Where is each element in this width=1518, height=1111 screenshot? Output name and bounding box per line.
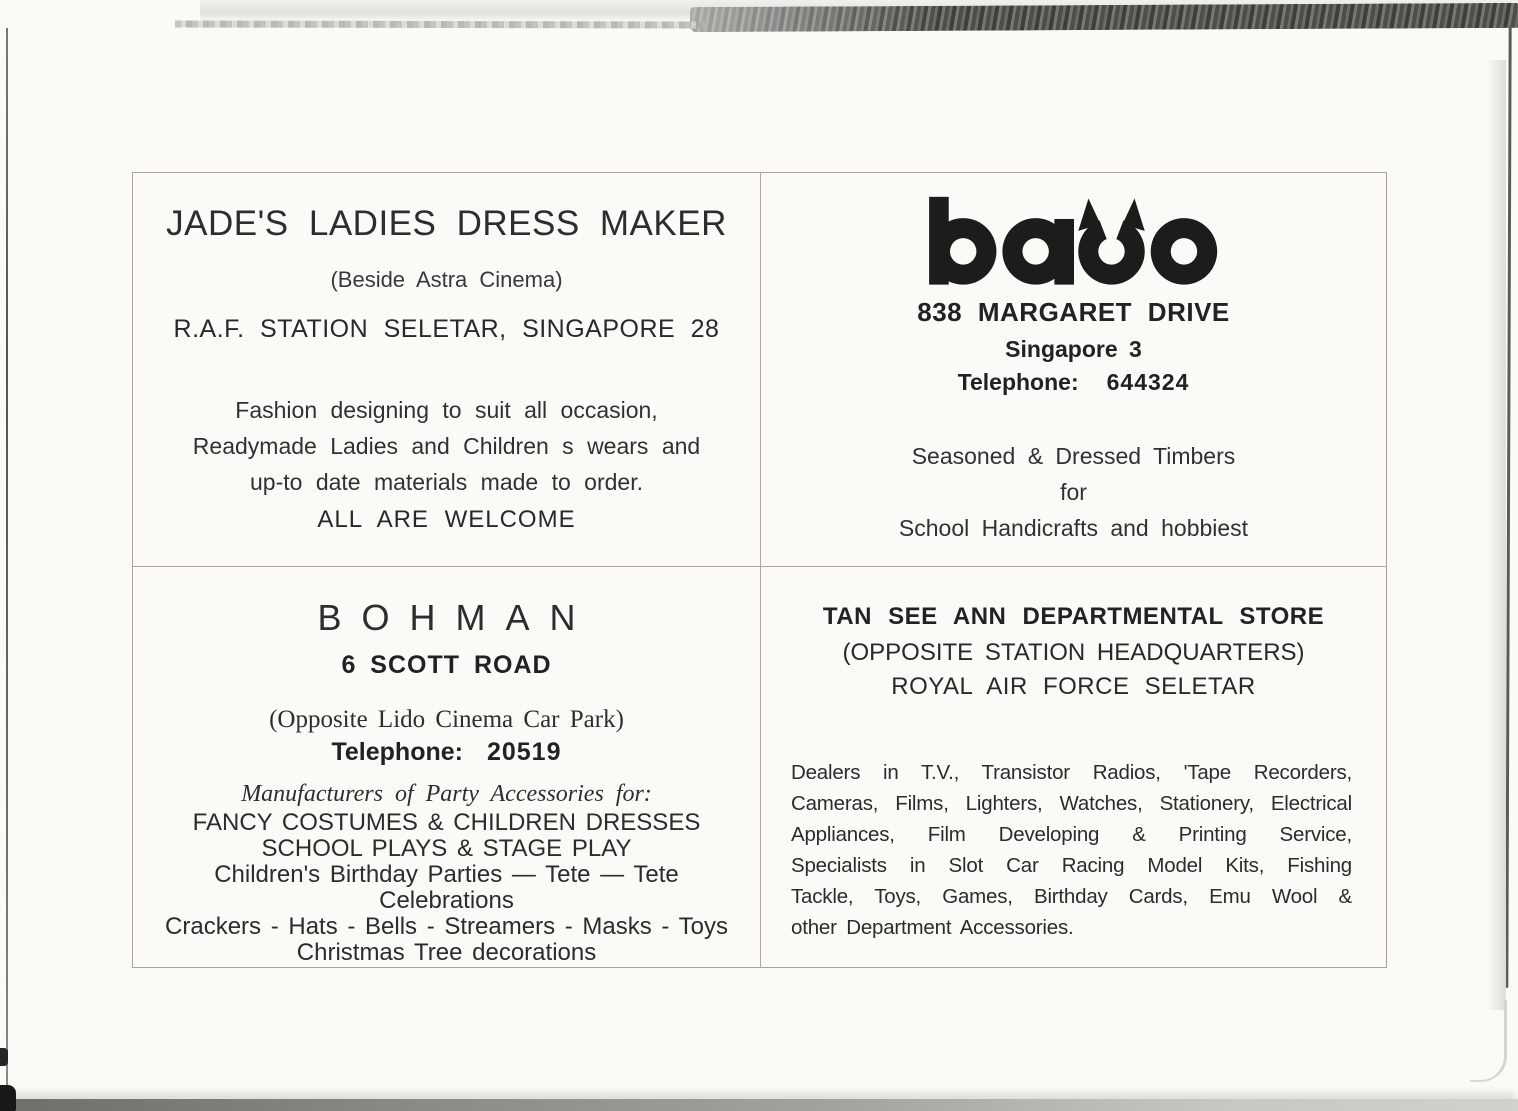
ad-grid	[132, 172, 1387, 968]
page-left-edge	[6, 28, 8, 1100]
ad-body-line: Christmas Tree decorations	[296, 939, 597, 966]
ad-body-line: Fashion designing to suit all occasion,	[235, 397, 658, 423]
logo-letter-o	[1150, 218, 1216, 284]
ad-jades-dress-maker	[133, 173, 761, 567]
ad-subtitle: (OPPOSITE STATION HEADQUARTERS)	[842, 639, 1305, 666]
ad-body-line: Children's Birthday Parties — Tete — Tete	[214, 861, 679, 888]
page-corner-curve	[1470, 1000, 1507, 1082]
ad-body-line: Crackers - Hats - Bells - Streamers - Masks - Toys	[165, 913, 728, 940]
ad-bohman	[133, 567, 761, 967]
ad-address: R.A.F. STATION SELETAR, SINGAPORE 28	[173, 315, 720, 343]
ad-body-line: School Handicrafts and hobbiest	[898, 515, 1249, 541]
ad-footer: ALL ARE WELCOME	[317, 506, 576, 533]
ad-body-line: Seasoned & Dressed Timbers	[911, 443, 1236, 469]
page-right-shadow	[1486, 60, 1506, 1010]
ad-paragraph-line: Tackle, Toys, Games, Birthday Cards, Emu Wool &	[791, 885, 1352, 908]
ad-title: TAN SEE ANN DEPARTMENTAL STORE	[822, 603, 1325, 630]
ad-body-line: FANCY COSTUMES & CHILDREN DRESSES	[192, 809, 701, 836]
ad-phone	[761, 369, 1386, 396]
bavo-logo	[761, 195, 1386, 289]
page-right-edge	[1505, 26, 1511, 988]
ad-body-line: for	[1060, 479, 1087, 505]
ad-paragraph	[791, 757, 1352, 943]
phone-label: Telephone:	[331, 738, 463, 766]
ad-address: 6 SCOTT ROAD	[341, 651, 552, 679]
ad-body-line: SCHOOL PLAYS & STAGE PLAY	[261, 835, 632, 862]
ad-tan-see-ann	[761, 567, 1386, 967]
ad-paragraph-line: Dealers in T.V., Transistor Radios, 'Tape Recorders,	[791, 761, 1352, 784]
ad-paragraph-line: Cameras, Films, Lighters, Watches, Stationery, Electrical	[791, 792, 1352, 815]
logo-letter-v	[1078, 199, 1144, 285]
ad-title: JADE'S LADIES DRESS MAKER	[166, 204, 727, 243]
page-top-edge-left	[175, 20, 705, 28]
bavo-logo-graphic	[924, 195, 1224, 289]
ad-city: Singapore 3	[1005, 336, 1142, 362]
ad-bavo	[761, 173, 1386, 567]
page-top-edge	[690, 3, 1518, 32]
page-left-smudge	[0, 1048, 8, 1066]
ad-body	[133, 392, 760, 500]
ad-body	[761, 438, 1386, 546]
ad-paragraph-line: Appliances, Film Developing & Printing Service,	[791, 823, 1352, 846]
ad-phone	[133, 738, 760, 767]
page-corner-mark	[0, 1085, 16, 1111]
ad-address: 838 MARGARET DRIVE	[917, 297, 1230, 327]
ad-subtitle: (Beside Astra Cinema)	[330, 267, 563, 292]
ad-location: (Opposite Lido Cinema Car Park)	[269, 706, 624, 733]
ad-subtitle: ROYAL AIR FORCE SELETAR	[891, 673, 1256, 700]
phone-number: 20519	[486, 738, 562, 766]
ad-body	[133, 810, 760, 966]
ad-body-line: up-to date materials made to order.	[250, 469, 643, 495]
ad-title: BOHMAN	[317, 597, 596, 638]
logo-letter-a	[1002, 218, 1074, 284]
ad-paragraph-line: other Department Accessories.	[791, 916, 1074, 939]
ad-body-line: Readymade Ladies and Children s wears and	[192, 433, 701, 459]
logo-letter-b	[929, 197, 996, 285]
phone-label: Telephone:	[957, 369, 1079, 395]
ad-tagline: Manufacturers of Party Accessories for:	[241, 781, 652, 807]
page-bottom-edge	[0, 1099, 1518, 1111]
phone-number: 644324	[1106, 369, 1190, 395]
ad-body-line: Celebrations	[379, 887, 514, 914]
ad-paragraph-line: Specialists in Slot Car Racing Model Kits, Fishing	[791, 854, 1352, 877]
